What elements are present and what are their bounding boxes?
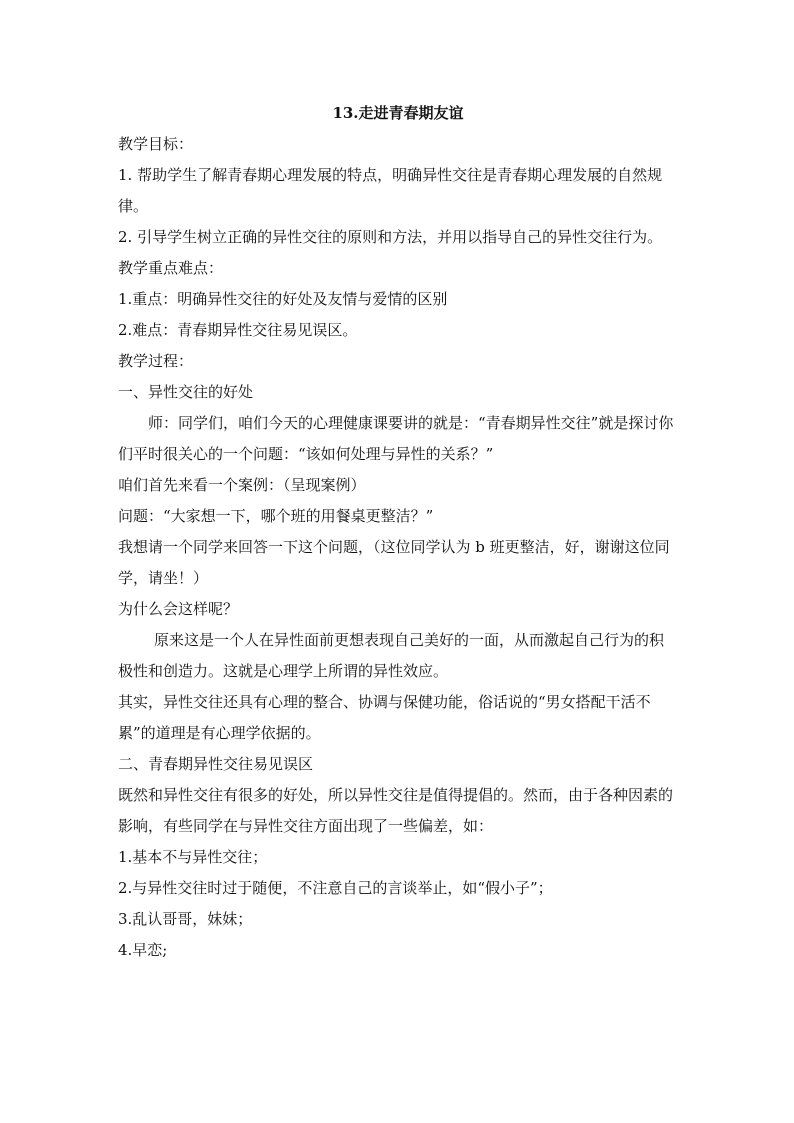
list-item-3: 3.乱认哥哥，妹妹； <box>118 910 253 928</box>
document-body <box>118 98 678 966</box>
paragraph-teacher-intro: 师：同学们，咱们今天的心理健康课要讲的就是：“青春期异性交往”就是探讨你们平时很关心的一个问题：“该如何处理与异性的关系？” <box>118 414 674 463</box>
subheading-misconceptions: 二、青春期异性交往易见误区 <box>118 755 314 773</box>
list-item-2: 2.与异性交往时过于随便，不注意自己的言谈举止，如“假小子”； <box>118 879 553 897</box>
paragraph-why: 为什么会这样呢？ <box>118 600 239 618</box>
paragraph-explanation: 原来这是一个人在异性面前更想表现自己美好的一面，从而激起自己行为的积极性和创造力。这就是心理学上所谓的异性效应。 <box>118 631 665 680</box>
subheading-benefits: 一、异性交往的好处 <box>118 383 254 401</box>
paragraph-question: 问题：“大家想一下，哪个班的用餐桌更整洁？” <box>118 507 434 525</box>
section-heading-process: 教学过程： <box>118 352 194 370</box>
paragraph-functions: 其实，异性交往还具有心理的整合、协调与保健功能，俗话说的“男女搭配干活不累”的道理是有心理学依据的。 <box>118 693 651 742</box>
objective-item-2: 2. 引导学生树立正确的异性交往的原则和方法，并用以指导自己的异性交往行为。 <box>118 228 663 246</box>
section-heading-key-points: 教学重点难点： <box>118 259 224 277</box>
paragraph-deviations: 既然和异性交往有很多的好处，所以异性交往是值得提倡的。然而，由于各种因素的影响，有些同学在与异性交往方面出现了一些偏差，如： <box>118 786 674 835</box>
list-item-1: 1.基本不与异性交往； <box>118 848 268 866</box>
key-point-item-2: 2.难点：青春期异性交往易见误区。 <box>118 321 358 339</box>
section-heading-objectives: 教学目标： <box>118 135 194 153</box>
document-title: 13.走进青春期友谊 <box>332 104 464 122</box>
objective-item-1: 1. 帮助学生了解青春期心理发展的特点，明确异性交往是青春期心理发展的自然规律。 <box>118 166 663 215</box>
paragraph-answer: 我想请一个同学来回答一下这个问题，（这位同学认为 b 班更整洁，好，谢谢这位同学，请坐！） <box>118 538 670 587</box>
paragraph-case: 咱们首先来看一个案例：（呈现案例） <box>118 476 366 494</box>
list-item-4: 4.早恋; <box>118 941 168 959</box>
key-point-item-1: 1.重点：明确异性交往的好处及友情与爱情的区别 <box>118 290 448 308</box>
